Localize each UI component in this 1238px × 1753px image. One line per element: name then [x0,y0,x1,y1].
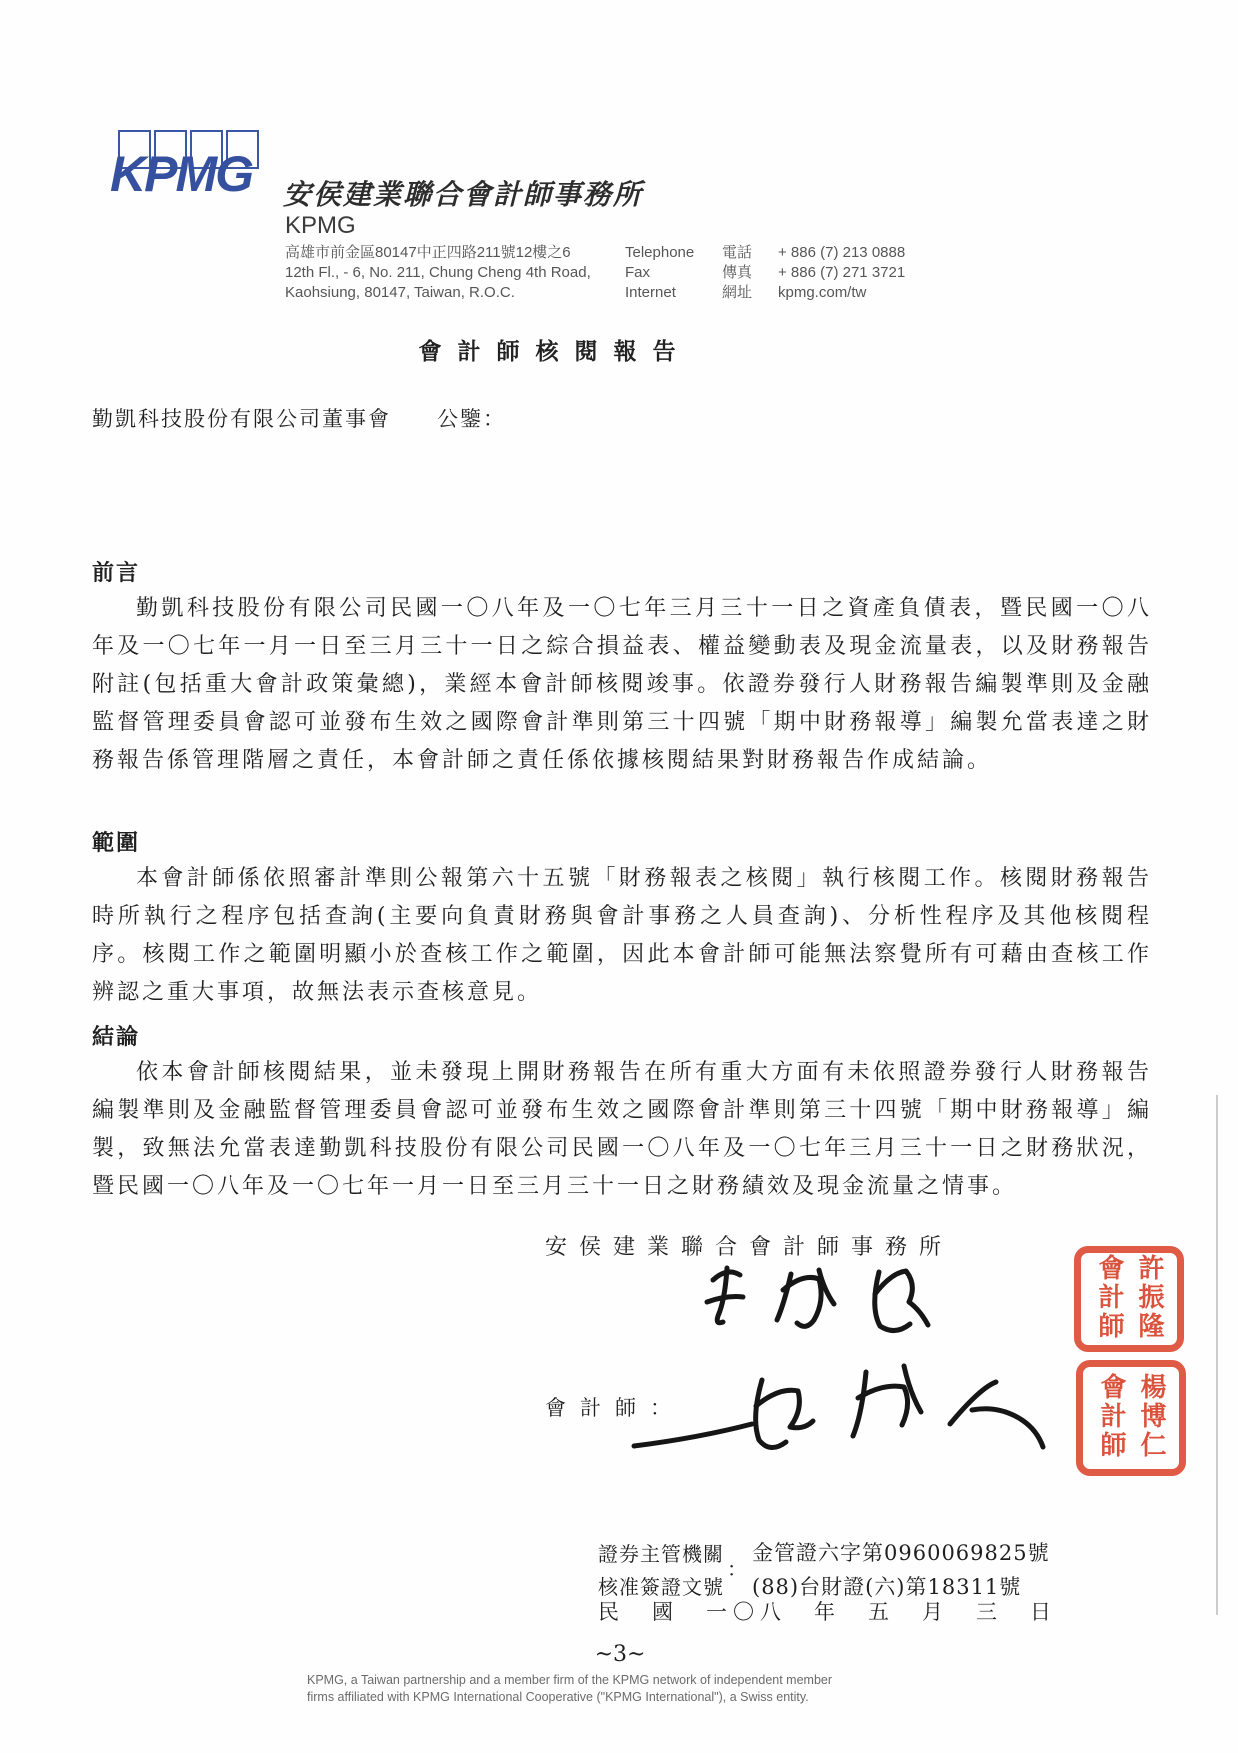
signature-1-strokes-icon [695,1256,945,1352]
contact-row-fax [625,263,905,283]
address-zh: 高雄市前金區80147中正四路211號12樓之6 [285,244,571,261]
cpa-label: 會計師： [545,1396,685,1420]
contact-row-internet [625,283,905,303]
footer-disclaimer-line2: firms affiliated with KPMG International Cooperative ("KPMG International"), a Swiss entity. [307,1690,809,1704]
section-heading-foreword: 前言 [92,560,141,586]
salutation: 勤凱科技股份有限公司董事會 公鑒： [92,407,506,431]
address-en-line2: Kaohsiung, 80147, Taiwan, R.O.C. [285,284,515,301]
approval-value-line1: 金管證六字第0960069825號 [752,1541,1050,1565]
approval-label-line1: 證券主管機關 [598,1542,724,1566]
contact-label-zh: 傳真 [722,264,753,281]
contact-label-zh: 網址 [722,284,753,301]
section-body-foreword: 勤凱科技股份有限公司民國一〇八年及一〇七年三月三十一日之資產負債表，暨民國一〇八年及一〇七年一月一日至三月三十一日之綜合損益表、權益變動表及現金流量表，以及財務報告附註(包括重大會計政策彙總)，業經本會計師核閱竣事。依證券發行人財務報告編製準則及金融監督管理委員會認可並發布生效之國際會計準則第三十四號「期中財務報導」編製允當表達之財務報告係管理階層之責任，本會計師之責任係依據核閱結果對財務報告作成結論。 [92,596,1152,773]
cpa-seal-2-text: 楊博仁會計師 [1096,1373,1166,1460]
cpa-seal-2 [1076,1360,1186,1476]
footer-disclaimer [307,1672,832,1706]
firm-name-calligraphy: 安侯建業聯合會計師事務所 [283,178,644,211]
contact-row-telephone [625,243,905,263]
contact-table [625,243,905,303]
footer-disclaimer-line1: KPMG, a Taiwan partnership and a member firm of the KPMG network of independent member [307,1673,833,1687]
kpmg-logo-wordmark: KPMG [110,146,252,202]
contact-value: + 886 (7) 271 3721 [778,264,906,281]
contact-label-en: Telephone [625,244,695,261]
signoff-firm-name: 安侯建業聯合會計師事務所 [545,1235,954,1260]
contact-label-zh: 電話 [722,244,753,261]
signature-cpa-2 [628,1350,1068,1476]
page-title: 會計師核閱報告 [418,338,692,365]
contact-label-en: Fax [625,264,651,281]
signature-cpa-1 [695,1256,945,1352]
address-en-line1: 12th Fl., - 6, No. 211, Chung Cheng 4th Road, [285,264,591,281]
signature-2-strokes-icon [628,1350,1068,1476]
section-heading-scope: 範圍 [92,830,141,856]
approval-values [752,1536,1050,1604]
section-heading-conclusion: 結論 [92,1024,141,1050]
report-date: 民 國 一〇八 年 五 月 三 日 [598,1600,1057,1624]
approval-label-line2: 核准簽證文號 [598,1575,724,1599]
contact-value: + 886 (7) 213 0888 [778,244,906,261]
section-body-scope: 本會計師係依照審計準則公報第六十五號「財務報表之核閱」執行核閱工作。核閱財務報告時所執行之程序包括查詢(主要向負責財務與會計事務之人員查詢)、分析性程序及其他核閱程序。核閱工作之範圍明顯小於查核工作之範圍，因此本會計師可能無法察覺所有可藉由查核工作辨認之重大事項，故無法表示查核意見。 [92,866,1152,1005]
page-number: ~3~ [594,1642,646,1667]
scan-edge-line [1216,1095,1218,1615]
section-body-conclusion: 依本會計師核閱結果，並未發現上開財務報告在所有重大方面有未依照證券發行人財務報告編製準則及金融監督管理委員會認可並發布生效之國際會計準則第三十四號「期中財務報導」編製，致無法允當表達勤凱科技股份有限公司民國一〇八年及一〇七年三月三十一日之財務狀況，暨民國一〇八年及一〇七年一月一日至三月三十一日之財務績效及現金流量之情事。 [92,1060,1152,1199]
cpa-seal-1 [1074,1246,1184,1352]
cpa-seal-1-text: 許振隆會計師 [1094,1254,1164,1341]
firm-short-name: KPMG [285,212,356,239]
approval-value-line2: (88)台財證(六)第18311號 [752,1575,1022,1599]
approval-labels [598,1538,724,1604]
contact-value: kpmg.com/tw [778,284,867,301]
contact-label-en: Internet [625,284,676,301]
approval-colon: ： [727,1557,747,1581]
